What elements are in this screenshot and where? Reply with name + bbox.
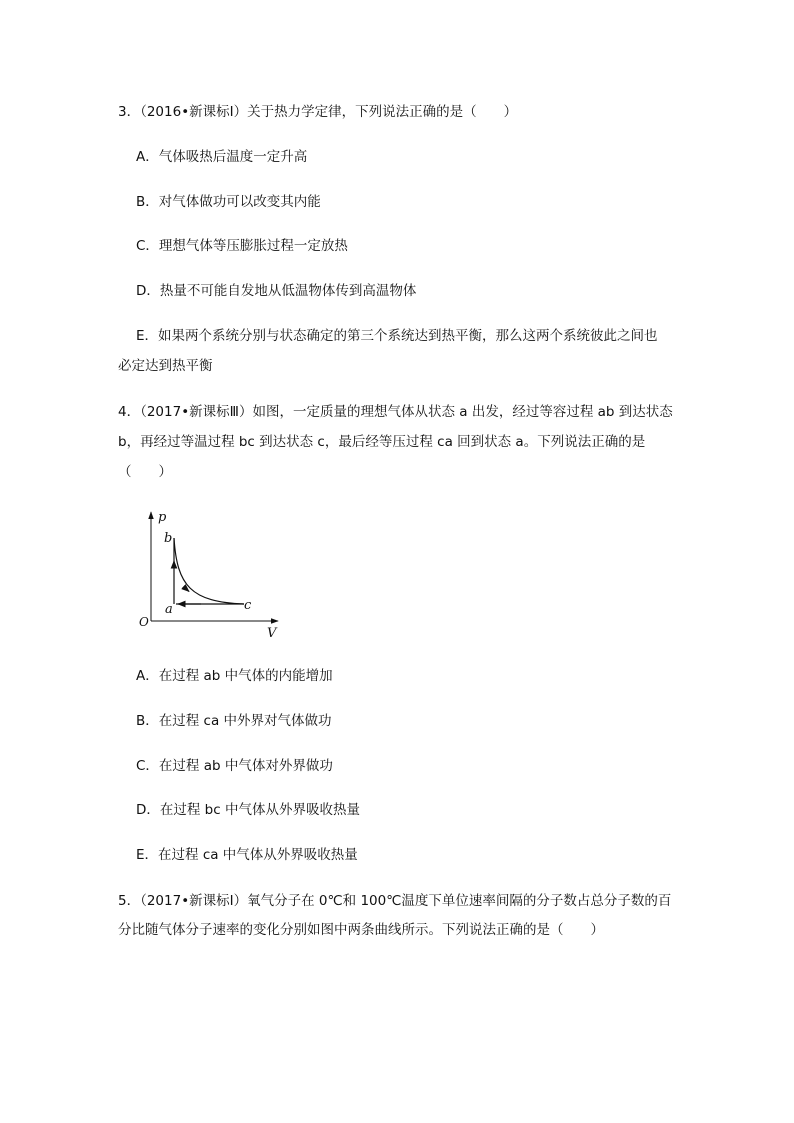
q3-option-e[interactable]: E．如果两个系统分别与状态确定的第三个系统达到热平衡，那么这两个系统彼此之间也 — [136, 328, 658, 344]
point-a-label: a — [165, 602, 173, 617]
q3-option-c[interactable]: C．理想气体等压膨胀过程一定放热 — [136, 238, 348, 254]
q3-option-e-continuation: 必定达到热平衡 — [118, 358, 213, 374]
q4-option-d[interactable]: D．在过程 bc 中气体从外界吸收热量 — [136, 802, 360, 818]
q4-option-b[interactable]: B．在过程 ca 中外界对气体做功 — [136, 713, 332, 729]
q3-option-b[interactable]: B．对气体做功可以改变其内能 — [136, 194, 321, 210]
q4-option-c[interactable]: C．在过程 ab 中气体对外界做功 — [136, 758, 333, 774]
q4-stem-line-2: b，再经过等温过程 bc 到达状态 c，最后经等压过程 ca 回到状态 a。下列说法正确的是 — [118, 434, 646, 450]
p-axis-label: p — [158, 510, 167, 525]
q3-stem: 3．（2016•新课标Ⅰ）关于热力学定律，下列说法正确的是（ ） — [118, 104, 518, 120]
q4-option-e[interactable]: E．在过程 ca 中气体从外界吸收热量 — [136, 847, 358, 863]
q5-stem-line-1: 5．（2017•新课标Ⅰ）氧气分子在 0℃和 100℃温度下单位速率间隔的分子数占总分子数的百 — [118, 893, 672, 909]
q4-stem-line-1: 4．（2017•新课标Ⅲ）如图，一定质量的理想气体从状态 a 出发，经过等容过程 ab 到达状态 — [118, 404, 673, 420]
q4-option-a[interactable]: A．在过程 ab 中气体的内能增加 — [136, 668, 333, 684]
q3-option-d[interactable]: D．热量不可能自发地从低温物体传到高温物体 — [136, 283, 417, 299]
pv-diagram — [136, 506, 286, 641]
process-bc — [174, 538, 244, 604]
point-c-label: c — [244, 598, 252, 613]
v-axis-label: V — [267, 626, 277, 641]
origin-label: O — [139, 615, 149, 629]
q3-option-a[interactable]: A．气体吸热后温度一定升高 — [136, 149, 308, 165]
point-b-label: b — [164, 531, 173, 546]
q5-stem-line-2: 分比随气体分子速率的变化分别如图中两条曲线所示。下列说法正确的是（ ） — [118, 922, 604, 938]
q4-stem-line-3: （ ） — [118, 464, 172, 480]
